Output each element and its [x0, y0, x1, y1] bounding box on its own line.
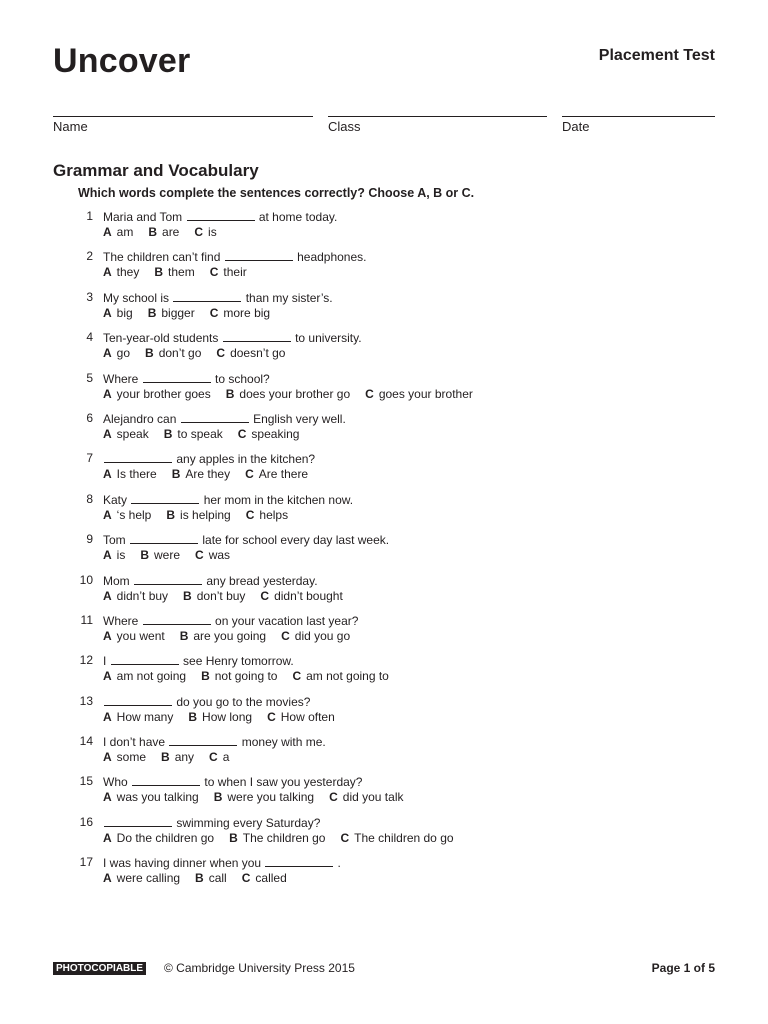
- option-b[interactable]: [145, 346, 201, 360]
- option-text: was you talking: [116, 790, 199, 805]
- option-b[interactable]: [161, 750, 194, 764]
- option-a[interactable]: [103, 548, 125, 562]
- document-type: Placement Test: [598, 47, 715, 64]
- option-text: more big: [223, 305, 271, 320]
- option-letter: C: [209, 750, 218, 765]
- answer-options: [103, 508, 303, 522]
- stem-text-after: .: [337, 856, 341, 871]
- option-letter: A: [103, 507, 112, 522]
- option-a[interactable]: [103, 265, 139, 279]
- stem-text-before: Tom: [103, 533, 126, 548]
- option-text: goes your brother: [378, 386, 473, 401]
- option-c[interactable]: [260, 589, 342, 603]
- option-letter: A: [103, 669, 112, 684]
- option-letter: B: [195, 871, 204, 886]
- option-text: bigger: [161, 305, 195, 320]
- question-stem: [103, 249, 367, 264]
- option-b[interactable]: [172, 467, 230, 481]
- class-line: [328, 116, 547, 117]
- option-c[interactable]: [194, 225, 216, 239]
- option-text: not going to: [214, 669, 278, 684]
- option-text: their: [223, 265, 247, 280]
- option-letter: C: [195, 548, 204, 563]
- stem-text-after: do you go to the movies?: [176, 694, 311, 709]
- option-c[interactable]: [292, 669, 388, 683]
- option-text: any: [174, 750, 195, 765]
- option-letter: B: [147, 305, 157, 320]
- answer-blank[interactable]: [104, 694, 172, 706]
- option-letter: A: [103, 548, 112, 563]
- date-label: Date: [562, 119, 590, 134]
- question-item: [0, 854, 768, 894]
- question-number: 5: [86, 370, 93, 385]
- option-text: How long: [202, 709, 253, 724]
- option-a[interactable]: [103, 871, 180, 885]
- option-c[interactable]: [238, 427, 300, 441]
- option-c[interactable]: [210, 265, 247, 279]
- option-text: speaking: [251, 426, 300, 441]
- question-stem: [103, 532, 389, 547]
- option-b[interactable]: [148, 225, 179, 239]
- question-item: [0, 450, 768, 490]
- stem-text-before: I was having dinner when you: [103, 856, 262, 871]
- stem-text-before: Alejandro can: [103, 411, 177, 426]
- option-letter: B: [188, 709, 198, 724]
- option-text: did you go: [294, 628, 351, 643]
- name-field[interactable]: [53, 116, 313, 134]
- option-text: don’t go: [158, 346, 202, 361]
- answer-blank[interactable]: [225, 249, 293, 261]
- option-letter: B: [171, 467, 181, 482]
- answer-blank[interactable]: [104, 815, 172, 827]
- question-number: 8: [86, 491, 93, 506]
- option-text: did you talk: [342, 790, 404, 805]
- stem-text-after: headphones.: [297, 250, 367, 265]
- stem-text-after: to when I saw you yesterday?: [204, 775, 363, 790]
- question-number: 7: [86, 451, 93, 466]
- answer-blank[interactable]: [169, 734, 237, 746]
- option-text: don’t buy: [196, 588, 246, 603]
- answer-options: [103, 710, 350, 724]
- question-stem: [103, 371, 270, 386]
- option-a[interactable]: [103, 508, 151, 522]
- option-letter: B: [183, 588, 192, 603]
- option-a[interactable]: [103, 710, 173, 724]
- question-item: [0, 410, 768, 450]
- stem-text-after: any apples in the kitchen?: [176, 452, 316, 467]
- stem-text-after: late for school every day last week.: [202, 533, 390, 548]
- answer-options: [103, 225, 232, 239]
- option-letter: C: [329, 790, 338, 805]
- option-letter: C: [267, 709, 276, 724]
- question-stem: [103, 774, 362, 789]
- section-title: Grammar and Vocabulary: [53, 161, 259, 180]
- option-letter: B: [148, 225, 158, 239]
- answer-blank[interactable]: [143, 613, 211, 625]
- question-stem: [103, 492, 353, 507]
- option-letter: B: [213, 790, 223, 805]
- option-letter: B: [140, 548, 150, 563]
- page-number: Page 1 of 5: [651, 961, 715, 975]
- stem-text-before: My school is: [103, 290, 170, 305]
- option-letter: B: [145, 346, 154, 361]
- option-a[interactable]: [103, 669, 186, 683]
- answer-options: [103, 346, 300, 360]
- option-letter: C: [245, 507, 255, 522]
- answer-options: [103, 306, 285, 320]
- option-letter: C: [365, 386, 374, 401]
- option-text: to speak: [177, 426, 223, 441]
- option-text: Do the children go: [116, 830, 215, 845]
- option-text: is helping: [180, 507, 231, 522]
- question-stem: [103, 330, 362, 345]
- stem-text-before: Where: [103, 613, 139, 628]
- option-text: big: [116, 305, 133, 320]
- question-stem: [103, 573, 318, 588]
- option-text: some: [116, 750, 147, 765]
- answer-blank[interactable]: [187, 209, 255, 221]
- question-item: [0, 773, 768, 813]
- option-text: am: [116, 225, 134, 239]
- option-text: Are they: [185, 467, 231, 482]
- question-stem: [103, 209, 337, 224]
- question-stem: [103, 451, 315, 466]
- option-text: them: [168, 265, 195, 280]
- option-a[interactable]: [103, 387, 211, 401]
- brand-title: Uncover: [53, 42, 191, 80]
- option-text: didn’t buy: [116, 588, 169, 603]
- option-letter: B: [166, 507, 176, 522]
- option-b[interactable]: [229, 831, 325, 845]
- option-letter: A: [103, 830, 112, 845]
- option-c[interactable]: [246, 508, 288, 522]
- question-number: 3: [86, 289, 93, 304]
- option-letter: C: [281, 628, 290, 643]
- option-a[interactable]: [103, 831, 214, 845]
- option-letter: A: [103, 225, 112, 239]
- stem-text-before: Maria and Tom: [103, 210, 183, 224]
- option-b[interactable]: [183, 589, 245, 603]
- stem-text-before: Ten-year-old students: [103, 331, 219, 346]
- question-item: [0, 370, 768, 410]
- option-c[interactable]: [209, 750, 229, 764]
- option-text: does your brother go: [239, 386, 351, 401]
- question-item: [0, 289, 768, 329]
- option-text: called: [255, 871, 287, 886]
- option-text: Are there: [258, 467, 309, 482]
- option-a[interactable]: [103, 629, 165, 643]
- option-c[interactable]: [195, 548, 230, 562]
- option-a[interactable]: [103, 790, 199, 804]
- option-letter: A: [103, 628, 112, 643]
- option-text: The children go: [242, 830, 326, 845]
- option-b[interactable]: [226, 387, 350, 401]
- option-text: your brother goes: [116, 386, 211, 401]
- option-letter: C: [241, 871, 251, 886]
- stem-text-after: any bread yesterday.: [206, 573, 318, 588]
- option-c[interactable]: [245, 467, 308, 481]
- option-letter: B: [161, 750, 170, 765]
- option-text: you went: [116, 628, 165, 643]
- option-letter: B: [225, 386, 235, 401]
- option-text: speak: [116, 426, 149, 441]
- option-b[interactable]: [180, 629, 266, 643]
- question-list: [0, 208, 768, 895]
- option-text: a: [222, 750, 230, 765]
- photocopiable-badge: PHOTOCOPIABLE: [53, 962, 146, 975]
- option-letter: C: [245, 467, 254, 482]
- option-letter: A: [103, 750, 112, 765]
- option-a[interactable]: [103, 306, 133, 320]
- option-a[interactable]: [103, 589, 168, 603]
- option-letter: B: [163, 426, 173, 441]
- stem-text-before: I don’t have: [103, 735, 166, 750]
- question-number: 9: [86, 532, 93, 547]
- answer-options: [103, 427, 314, 441]
- option-text: go: [116, 346, 131, 361]
- answer-options: [103, 387, 488, 401]
- answer-options: [103, 629, 365, 643]
- question-number: 4: [86, 330, 93, 345]
- class-label: Class: [328, 119, 361, 134]
- question-item: [0, 329, 768, 369]
- option-text: is: [208, 225, 217, 239]
- answer-blank[interactable]: [130, 532, 198, 544]
- option-c[interactable]: [329, 790, 403, 804]
- question-stem: [103, 290, 333, 305]
- answer-blank[interactable]: [131, 492, 199, 504]
- option-letter: C: [292, 669, 302, 684]
- option-c[interactable]: [242, 871, 287, 885]
- stem-text-after: swimming every Saturday?: [176, 815, 321, 830]
- question-item: [0, 693, 768, 733]
- answer-blank[interactable]: [173, 290, 241, 302]
- option-letter: C: [194, 225, 204, 239]
- option-b[interactable]: [148, 306, 195, 320]
- option-text: Is there: [116, 467, 157, 482]
- question-number: 2: [86, 249, 93, 264]
- stem-text-after: see Henry tomorrow.: [183, 654, 294, 669]
- option-letter: A: [103, 426, 112, 441]
- stem-text-after: at home today.: [258, 210, 338, 224]
- option-b[interactable]: [166, 508, 230, 522]
- option-letter: C: [340, 830, 350, 845]
- option-c[interactable]: [340, 831, 453, 845]
- option-a[interactable]: [103, 346, 130, 360]
- option-letter: C: [237, 426, 247, 441]
- option-b[interactable]: [140, 548, 180, 562]
- answer-blank[interactable]: [265, 855, 333, 867]
- answer-options: [103, 669, 404, 683]
- instruction-text: Which words complete the sentences correctly? Choose A, B or C.: [78, 186, 475, 200]
- stem-text-after: English very well.: [253, 411, 346, 426]
- stem-text-before: Mom: [103, 573, 130, 588]
- question-number: 1: [86, 209, 93, 223]
- option-a[interactable]: [103, 750, 146, 764]
- question-item: [0, 491, 768, 531]
- question-item: [0, 733, 768, 773]
- stem-text-after: to school?: [215, 371, 270, 386]
- stem-text-before: The children can’t find: [103, 250, 221, 265]
- option-text: are: [162, 225, 180, 239]
- answer-blank[interactable]: [181, 411, 249, 423]
- option-b[interactable]: [201, 669, 277, 683]
- question-stem: [103, 815, 320, 830]
- answer-options: [103, 589, 358, 603]
- option-letter: C: [216, 346, 226, 361]
- stem-text-after: on your vacation last year?: [215, 613, 359, 628]
- option-text: ‘s help: [116, 507, 152, 522]
- answer-options: [103, 548, 245, 562]
- option-b[interactable]: [214, 790, 314, 804]
- question-number: 10: [79, 572, 93, 587]
- option-letter: A: [103, 790, 112, 805]
- option-text: helps: [259, 507, 289, 522]
- question-stem: [103, 613, 358, 628]
- option-text: The children do go: [354, 830, 454, 845]
- option-letter: B: [179, 628, 189, 643]
- class-field[interactable]: [328, 116, 547, 134]
- answer-options: [103, 467, 323, 481]
- answer-blank[interactable]: [104, 451, 172, 463]
- question-number: 13: [79, 693, 93, 708]
- question-item: [0, 208, 768, 248]
- option-a[interactable]: [103, 427, 149, 441]
- option-text: How often: [280, 709, 335, 724]
- option-letter: C: [209, 265, 219, 280]
- option-text: call: [208, 871, 227, 886]
- answer-options: [103, 831, 469, 845]
- question-number: 6: [86, 410, 93, 425]
- question-stem: [103, 694, 310, 709]
- question-number: 16: [79, 814, 93, 829]
- option-text: they: [116, 265, 140, 280]
- answer-blank[interactable]: [132, 774, 200, 786]
- option-letter: B: [201, 669, 210, 684]
- question-stem: [103, 734, 326, 749]
- question-number: 17: [79, 855, 93, 870]
- answer-blank[interactable]: [111, 653, 179, 665]
- question-stem: [103, 411, 346, 426]
- stem-text-after: to university.: [295, 331, 362, 346]
- option-text: were you talking: [227, 790, 315, 805]
- option-text: are you going: [193, 628, 267, 643]
- answer-blank[interactable]: [143, 371, 211, 383]
- option-c[interactable]: [267, 710, 335, 724]
- question-item: [0, 814, 768, 854]
- option-letter: A: [103, 346, 112, 361]
- option-text: doesn’t go: [230, 346, 286, 361]
- option-c[interactable]: [216, 346, 285, 360]
- option-text: How many: [116, 709, 174, 724]
- option-text: were calling: [116, 871, 181, 886]
- stem-text-before: Where: [103, 371, 139, 386]
- question-item: [0, 248, 768, 288]
- stem-text-before: Who: [103, 775, 128, 790]
- stem-text-after: her mom in the kitchen now.: [203, 492, 354, 507]
- option-text: didn’t bought: [274, 588, 343, 603]
- option-a[interactable]: [103, 467, 157, 481]
- answer-options: [103, 790, 418, 804]
- answer-options: [103, 871, 302, 885]
- answer-blank[interactable]: [223, 330, 291, 342]
- answer-options: [103, 750, 244, 764]
- option-letter: A: [103, 588, 112, 603]
- option-letter: A: [103, 386, 112, 401]
- option-letter: A: [103, 265, 112, 280]
- date-field[interactable]: [562, 116, 715, 134]
- option-b[interactable]: [154, 265, 194, 279]
- name-line: [53, 116, 313, 117]
- option-text: am not going: [116, 669, 187, 684]
- answer-blank[interactable]: [134, 573, 202, 585]
- option-b[interactable]: [195, 871, 227, 885]
- option-letter: A: [103, 467, 112, 482]
- question-stem: [103, 855, 341, 870]
- option-b[interactable]: [188, 710, 252, 724]
- question-number: 14: [79, 734, 93, 749]
- stem-text-after: money with me.: [241, 735, 326, 750]
- option-text: was: [208, 548, 231, 563]
- option-text: am not going to: [306, 669, 389, 684]
- option-letter: A: [103, 709, 112, 724]
- option-letter: B: [229, 830, 238, 845]
- option-c[interactable]: [210, 306, 270, 320]
- option-letter: C: [260, 588, 270, 603]
- option-c[interactable]: [281, 629, 350, 643]
- copyright-text: © Cambridge University Press 2015: [164, 961, 355, 975]
- option-text: were: [154, 548, 181, 563]
- question-item: [0, 572, 768, 612]
- name-label: Name: [53, 119, 88, 134]
- option-letter: A: [103, 871, 112, 886]
- stem-text-before: I: [103, 654, 107, 669]
- option-text: is: [116, 548, 126, 563]
- question-item: [0, 612, 768, 652]
- question-number: 12: [79, 653, 93, 668]
- option-letter: B: [154, 265, 164, 280]
- question-stem: [103, 653, 294, 668]
- stem-text-after: than my sister’s.: [245, 290, 333, 305]
- question-item: [0, 652, 768, 692]
- date-line: [562, 116, 715, 117]
- option-a[interactable]: [103, 225, 133, 239]
- stem-text-before: Katy: [103, 492, 128, 507]
- question-number: 15: [79, 774, 93, 789]
- option-letter: C: [209, 305, 219, 320]
- option-c[interactable]: [365, 387, 473, 401]
- option-letter: A: [103, 305, 112, 320]
- question-item: [0, 531, 768, 571]
- option-b[interactable]: [164, 427, 223, 441]
- answer-options: [103, 265, 262, 279]
- question-number: 11: [80, 612, 93, 627]
